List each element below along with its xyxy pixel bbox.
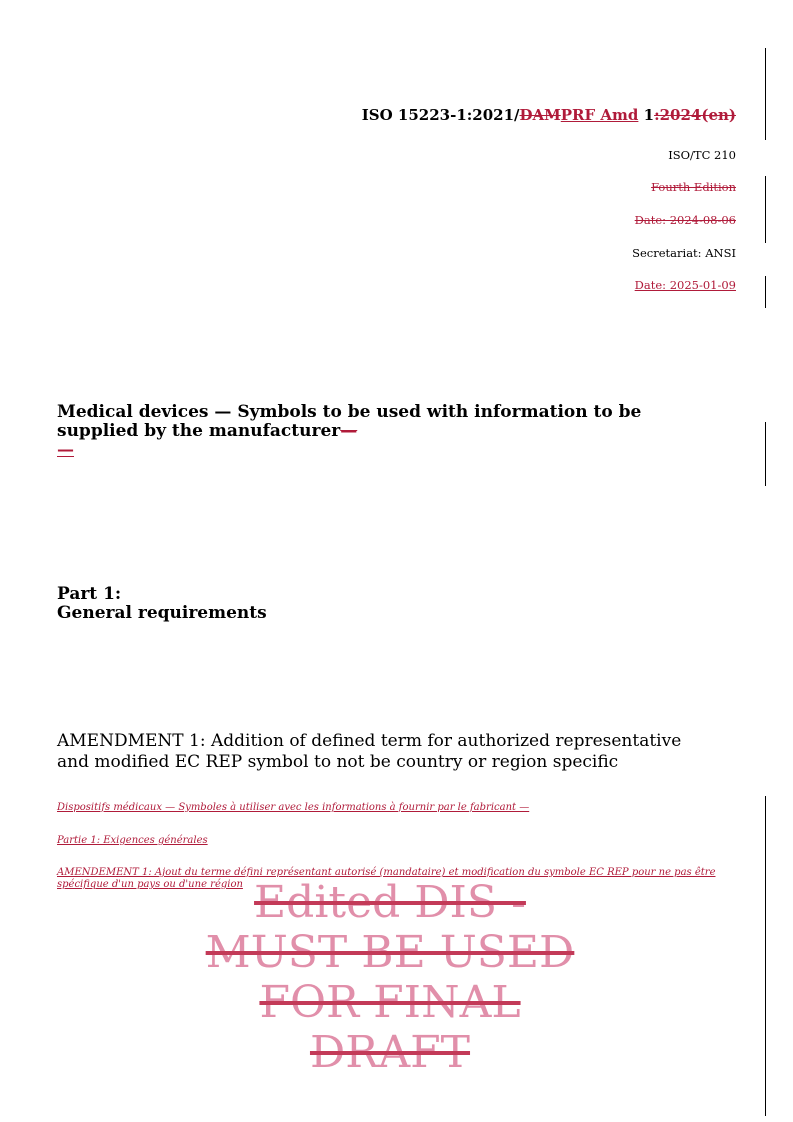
part-label: Part 1: [57,584,122,604]
change-bar [765,48,766,140]
french-part-title [57,835,747,847]
secretariat: Secretariat: ANSI [632,246,736,260]
reference-inserted: PRF Amd [560,106,639,124]
amendment-line-2: and modified EC REP symbol to not be country or region specific [57,752,619,772]
reference-year-deleted: :2024(en) [654,106,736,124]
amendment-title [57,731,747,773]
title-line-1: Medical devices — Symbols to be used with information to be [57,402,642,422]
draft-watermark [170,878,610,1078]
part-heading [57,585,267,623]
document-reference [362,106,736,124]
watermark-line-2: MUST BE USED [205,927,575,978]
title-dash-inserted: — [57,440,74,460]
change-bar [765,276,766,308]
date-deleted: Date: 2024-08-06 [634,213,736,227]
french-main-title [57,802,747,814]
part-title: General requirements [57,603,267,623]
french-amendment-text: AMENDEMENT 1: Ajout du terme défini représentant autorisé (mandataire) et modification du symbole EC REP pour ne pas être spécifique d'un pays ou d'une région [57,867,716,890]
reference-deleted: DAM [519,106,561,124]
title-line-2: supplied by the manufacturer [57,421,341,441]
amendment-line-1: AMENDMENT 1: Addition of defined term for authorized representative [57,731,682,751]
date-inserted: Date: 2025-01-09 [634,278,736,292]
watermark-line-1: Edited DIS - [254,877,526,928]
committee: ISO/TC 210 [668,148,736,162]
french-main-text: Dispositifs médicaux — Symboles à utiliser avec les informations à fournir par le fabricant — [57,802,530,813]
edition-deleted: Fourth Edition [651,180,736,194]
title-dash-deleted: — [340,421,358,441]
change-bar [765,176,766,243]
watermark-line-3: FOR FINAL [259,977,521,1028]
document-title [57,403,641,460]
french-part-text: Partie 1: Exigences générales [57,835,208,846]
change-bar [765,422,766,486]
watermark-line-4: DRAFT [309,1027,471,1078]
reference-number: 1 [638,106,655,124]
change-bar [765,796,766,1116]
reference-main: ISO 15223-1:2021/ [361,106,520,124]
